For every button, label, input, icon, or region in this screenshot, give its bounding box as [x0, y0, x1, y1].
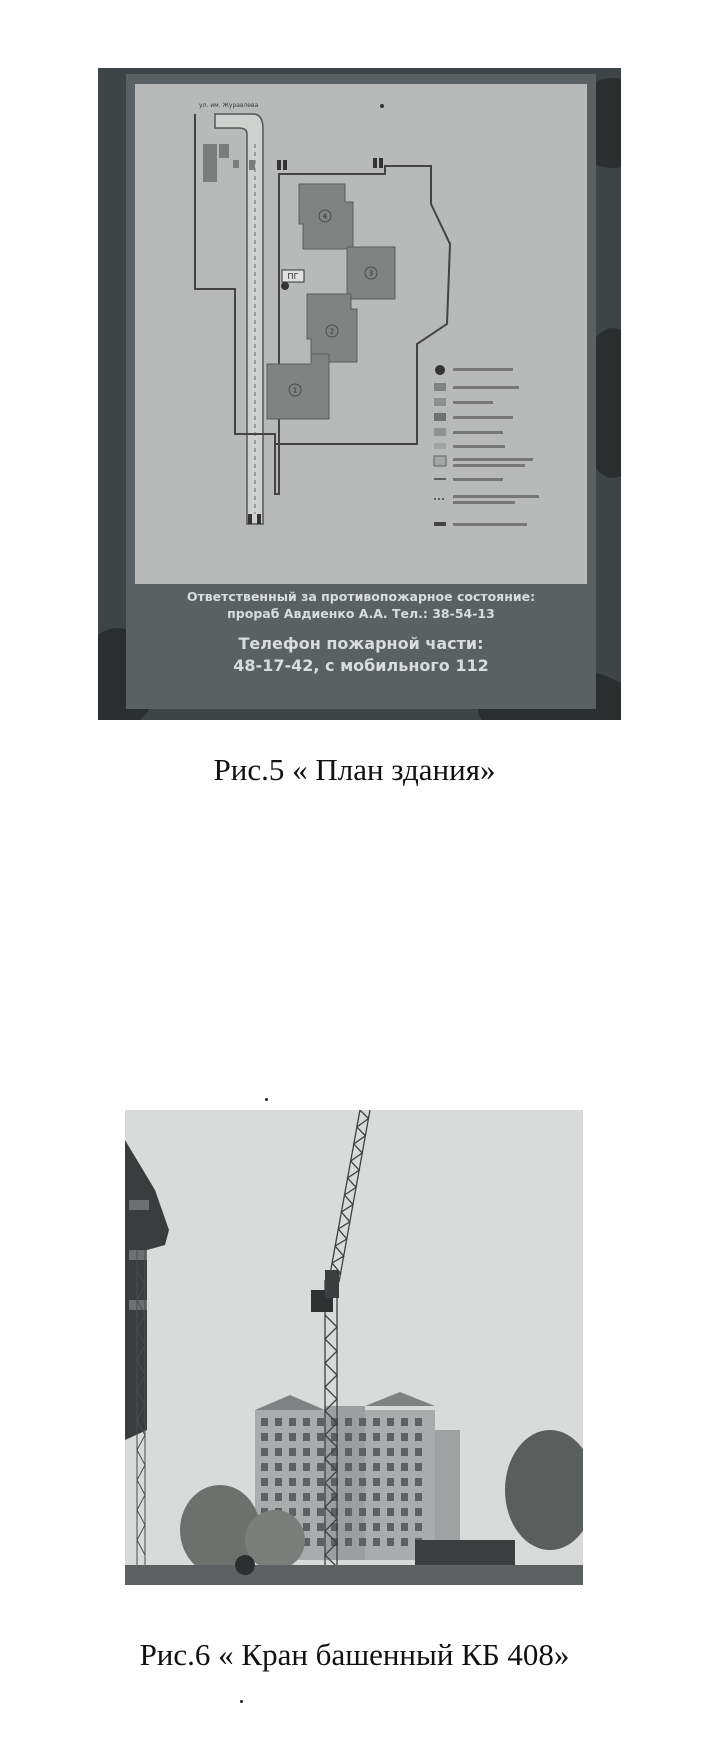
building-window: [345, 1523, 352, 1531]
building-window: [387, 1538, 394, 1546]
legend-swatch-6: [434, 443, 446, 449]
figure-6-caption: Рис.6 « Кран башенный КБ 408»: [139, 1637, 570, 1672]
building-window: [317, 1508, 324, 1516]
building-window: [373, 1463, 380, 1471]
building-window: [289, 1433, 296, 1441]
building-window: [401, 1448, 408, 1456]
gate-top-left-a: [277, 160, 281, 170]
building-window: [303, 1523, 310, 1531]
building-window: [303, 1508, 310, 1516]
temp-building-3: [233, 160, 239, 168]
fire-phone-line-1: Телефон пожарной части:: [238, 634, 484, 653]
building-1-number: 1: [292, 386, 298, 395]
north-dot: [380, 104, 384, 108]
building-window: [345, 1463, 352, 1471]
building-window: [317, 1418, 324, 1426]
building-window: [261, 1448, 268, 1456]
fire-plan-board: [126, 74, 596, 709]
building-window: [317, 1538, 324, 1546]
site-plan: [135, 84, 587, 584]
building-window: [289, 1463, 296, 1471]
building-window: [289, 1493, 296, 1501]
building-window: [359, 1523, 366, 1531]
legend-swatch-7: [434, 456, 446, 466]
building-window: [303, 1448, 310, 1456]
building-window: [359, 1433, 366, 1441]
building-window: [345, 1478, 352, 1486]
building-window: [275, 1418, 282, 1426]
building-window: [401, 1478, 408, 1486]
building-window: [373, 1448, 380, 1456]
building-window: [275, 1463, 282, 1471]
temp-building-2: [219, 144, 229, 158]
building-window: [415, 1448, 422, 1456]
building-window: [345, 1538, 352, 1546]
building-window: [387, 1478, 394, 1486]
building-window: [317, 1433, 324, 1441]
building-window: [387, 1418, 394, 1426]
figure-5-caption: Рис.5 « План здания»: [213, 752, 496, 787]
building-window: [373, 1508, 380, 1516]
building-window: [303, 1433, 310, 1441]
legend-swatch-5: [434, 428, 446, 436]
building-window: [303, 1463, 310, 1471]
building-window: [317, 1523, 324, 1531]
building-window: [261, 1493, 268, 1501]
building-window: [373, 1523, 380, 1531]
building-window: [317, 1478, 324, 1486]
building-window: [387, 1523, 394, 1531]
building-window: [401, 1508, 408, 1516]
fire-plan-photo: [98, 68, 621, 720]
legend-gate-swatch: [434, 522, 446, 526]
building-window: [359, 1508, 366, 1516]
building-window: [387, 1433, 394, 1441]
building-window: [317, 1463, 324, 1471]
building-window: [261, 1433, 268, 1441]
building-window: [359, 1448, 366, 1456]
legend-text-lines: [453, 368, 539, 526]
building-window: [261, 1463, 268, 1471]
building-window: [359, 1418, 366, 1426]
building-window: [275, 1478, 282, 1486]
responsible-line-2: прораб Авдиенко А.А. Тел.: 38-54-13: [227, 606, 495, 621]
building-window: [289, 1448, 296, 1456]
building-window: [289, 1478, 296, 1486]
building-window: [303, 1493, 310, 1501]
building-window: [415, 1508, 422, 1516]
building-window: [387, 1463, 394, 1471]
street-label: ул. им. Журавлева: [199, 102, 259, 109]
legend-swatch-4: [434, 413, 446, 421]
fire-phone-line-2: 48-17-42, с мобильного 112: [233, 656, 489, 675]
building-window: [373, 1418, 380, 1426]
temp-building-1: [203, 144, 217, 182]
legend-hydrant-icon: [435, 365, 445, 375]
building-window: [359, 1478, 366, 1486]
building-window: [261, 1478, 268, 1486]
building-window: [345, 1433, 352, 1441]
building-window: [289, 1418, 296, 1426]
worker-silhouette: [235, 1555, 255, 1575]
temp-building-4: [249, 160, 255, 170]
building-window: [401, 1523, 408, 1531]
building-window: [401, 1418, 408, 1426]
gate-top-right-a: [373, 158, 377, 168]
fire-hydrant-icon: [281, 282, 289, 290]
gate-top-right-b: [379, 158, 383, 168]
gate-bottom-b: [257, 514, 261, 524]
tower-crane-photo: [125, 1110, 583, 1585]
gate-bottom-a: [248, 514, 252, 524]
building-window: [373, 1538, 380, 1546]
building-window: [261, 1418, 268, 1426]
building-window: [373, 1478, 380, 1486]
building-2-number: 2: [329, 327, 335, 336]
legend: [434, 365, 539, 526]
building-window: [401, 1433, 408, 1441]
building-window: [317, 1448, 324, 1456]
building-window: [345, 1493, 352, 1501]
legend-swatch-3: [434, 398, 446, 406]
crane-scene: [125, 1110, 583, 1585]
building-window: [275, 1493, 282, 1501]
site-plan-drawing: [135, 84, 587, 584]
crane-slewing-unit: [325, 1270, 339, 1298]
legend-building-swatch: [434, 383, 446, 391]
scan-speck-bottom: [240, 1700, 243, 1703]
ground: [125, 1565, 583, 1585]
building-window: [401, 1493, 408, 1501]
building-window: [415, 1523, 422, 1531]
building-window: [345, 1418, 352, 1426]
building-window: [415, 1433, 422, 1441]
building-window: [373, 1493, 380, 1501]
building-window: [415, 1463, 422, 1471]
building-window: [359, 1493, 366, 1501]
building-window: [415, 1418, 422, 1426]
building-window: [303, 1478, 310, 1486]
building-1: [267, 354, 329, 419]
building-window: [345, 1508, 352, 1516]
building-4-number: 4: [322, 212, 328, 221]
gate-top-left-b: [283, 160, 287, 170]
building-window: [317, 1493, 324, 1501]
building-window: [387, 1493, 394, 1501]
access-road: [215, 114, 263, 524]
building-window: [401, 1538, 408, 1546]
responsible-line-1: Ответственный за противопожарное состояние:: [186, 589, 536, 604]
building-window: [303, 1418, 310, 1426]
building-window: [387, 1448, 394, 1456]
building-window: [359, 1463, 366, 1471]
building-window: [275, 1448, 282, 1456]
building-window: [415, 1493, 422, 1501]
building-window: [345, 1448, 352, 1456]
building-window: [415, 1478, 422, 1486]
building-window: [387, 1508, 394, 1516]
scan-speck: [265, 1098, 268, 1101]
pg-label: ПГ: [287, 272, 299, 281]
building-window: [275, 1433, 282, 1441]
building-3-number: 3: [368, 269, 374, 278]
building-window: [359, 1538, 366, 1546]
building-window: [401, 1463, 408, 1471]
building-window: [373, 1433, 380, 1441]
